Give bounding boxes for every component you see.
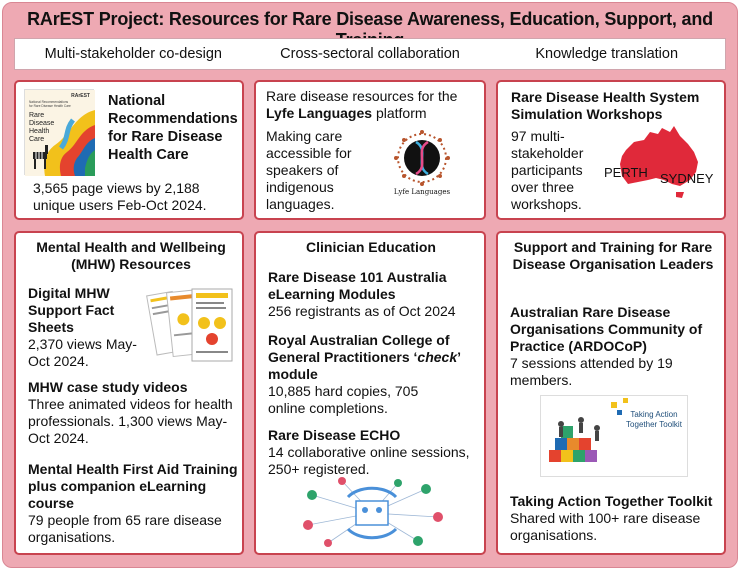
cover-big-title: Rare Disease Health Care — [29, 112, 55, 143]
lyfe-intro — [266, 88, 480, 122]
fact-sheets-icon — [146, 285, 238, 367]
map-label-perth: PERTH — [604, 165, 648, 180]
racgp-title — [268, 332, 482, 383]
mhw-videos-body: Three animated videos for health professionals. 1,300 views May-Oct 2024. — [28, 396, 233, 446]
card-clinician-education — [254, 231, 486, 555]
card-national-recommendations — [14, 80, 244, 220]
toolkit-title: Taking Action Together Toolkit — [510, 493, 713, 509]
toolkit-puzzle-icon — [541, 396, 687, 476]
echo-title: Rare Disease ECHO — [268, 427, 401, 443]
racgp-title-main: Royal Australian College of General Practitioners — [268, 332, 450, 365]
toolkit-body: Shared with 100+ rare disease organisations. — [510, 510, 701, 543]
rd101-title: Rare Disease 101 Australia eLearning Modules — [268, 269, 447, 302]
racgp-quote-close: ’ — [457, 349, 461, 365]
support-heading: Support and Training for Rare Disease Organisation Leaders — [512, 239, 714, 272]
national-stat: 3,565 page views by 2,188 unique users Feb-Oct 2024. — [33, 180, 207, 213]
theme-knowledge-translation: Knowledge translation — [535, 46, 679, 62]
mhw-first-aid-title: Mental Health First Aid Training plus companion eLearning course — [28, 461, 238, 511]
lyfe-body: Making care accessible for speakers of indigenous languages. — [266, 128, 352, 212]
echo-network-image — [298, 477, 446, 551]
simulation-body: 97 multi-stakeholder participants over three workshops. — [511, 128, 584, 212]
toolkit-cover-image — [540, 395, 688, 477]
cover-small-title: National Recommendations for Rare Disease Health Care — [29, 100, 71, 108]
mhw-fact-sheets-body: 2,370 views May-Oct 2024. — [28, 336, 137, 369]
mhw-first-aid-body: 79 people from 65 rare disease organisations. — [28, 512, 222, 545]
card-simulation-workshops — [496, 80, 726, 220]
lyfe-platform-suffix: platform — [375, 105, 427, 121]
racgp-quote-open: ‘ — [413, 349, 418, 365]
ardocop-body: 7 sessions attended by 19 members. — [510, 355, 673, 388]
lyfe-intro-text: Rare disease resources for the — [266, 88, 458, 104]
card-mhw-resources — [14, 231, 244, 555]
echo-network-icon — [298, 477, 446, 551]
lyfe-platform-name: Lyfe Languages — [266, 105, 373, 121]
recommendations-cover-image — [24, 89, 94, 175]
australia-map-icon — [604, 122, 722, 204]
racgp-check-word: check — [417, 349, 458, 365]
fact-sheets-image — [146, 285, 238, 367]
card-support-training — [496, 231, 726, 555]
simulation-heading: Rare Disease Health System Simulation Workshops — [511, 89, 700, 122]
theme-collaboration: Cross-sectoral collaboration — [280, 46, 460, 62]
australia-map — [604, 122, 722, 204]
rd101-body: 256 registrants as of Oct 2024 — [268, 303, 456, 319]
themes-bar — [14, 38, 726, 70]
racgp-title-module: module — [268, 366, 318, 382]
national-heading: National Recommendations for Rare Disease Health Care — [108, 93, 238, 163]
lyfe-languages-logo — [386, 126, 458, 198]
page-title: RArEST Project: Resources for Rare Disease Awareness, Education, Support, and — [27, 9, 713, 29]
cover-brand: RArEST — [71, 93, 90, 99]
theme-co-design: Multi-stakeholder co-design — [44, 46, 222, 62]
lyfe-logo-text: Lyfe Languages — [393, 188, 451, 196]
map-label-sydney: SYDNEY — [660, 171, 714, 186]
mhw-videos-title: MHW case study videos — [28, 379, 188, 395]
ardocop-title: Australian Rare Disease Organisations Community of Practice (ARDOCoP) — [510, 304, 703, 354]
mhw-fact-sheets-title: Digital MHW Support Fact Sheets — [28, 285, 115, 335]
toolkit-cover-title: Taking Action Together Toolkit — [626, 410, 682, 429]
card-lyfe-languages — [254, 80, 486, 220]
clinician-heading: Clinician Education — [306, 239, 436, 255]
echo-body: 14 collaborative online sessions, 250+ registered. — [268, 444, 470, 477]
mhw-heading: Mental Health and Wellbeing (MHW) Resources — [36, 239, 226, 272]
racgp-body: 10,885 hard copies, 705 online completions. — [268, 383, 419, 416]
